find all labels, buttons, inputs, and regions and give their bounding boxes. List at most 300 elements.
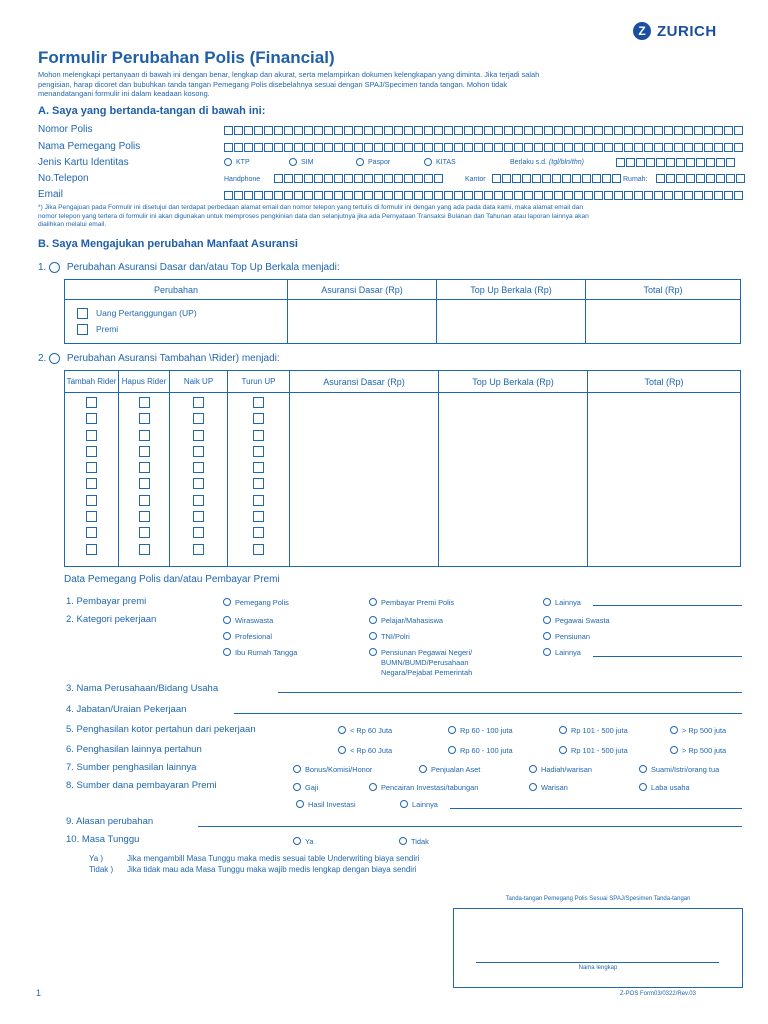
char-box[interactable] xyxy=(624,143,633,152)
q8-option[interactable]: Hasil Investasi xyxy=(296,800,356,809)
char-box[interactable] xyxy=(344,174,353,183)
q10-option[interactable]: Tidak xyxy=(399,837,429,846)
asuransi-dasar-cell[interactable] xyxy=(290,393,439,567)
char-box[interactable] xyxy=(414,174,423,183)
rider-checkbox[interactable] xyxy=(86,413,97,424)
char-box[interactable] xyxy=(474,143,483,152)
char-box[interactable] xyxy=(264,143,273,152)
char-box[interactable] xyxy=(364,126,373,135)
rider-checkbox[interactable] xyxy=(253,478,264,489)
char-box[interactable] xyxy=(334,126,343,135)
char-box[interactable] xyxy=(494,143,503,152)
char-box[interactable] xyxy=(604,191,613,200)
char-box[interactable] xyxy=(594,143,603,152)
char-box[interactable] xyxy=(284,143,293,152)
char-box[interactable] xyxy=(434,143,443,152)
q8-option[interactable]: Gaji xyxy=(293,783,318,792)
rider-checkbox[interactable] xyxy=(193,397,204,408)
rider-checkbox[interactable] xyxy=(139,397,150,408)
char-box[interactable] xyxy=(614,191,623,200)
char-box[interactable] xyxy=(534,126,543,135)
char-box[interactable] xyxy=(676,158,685,167)
char-box[interactable] xyxy=(664,191,673,200)
rider-checkbox[interactable] xyxy=(193,430,204,441)
char-box[interactable] xyxy=(574,191,583,200)
char-box[interactable] xyxy=(404,143,413,152)
char-box[interactable] xyxy=(594,191,603,200)
q2-option[interactable]: Profesional xyxy=(223,632,272,641)
char-box[interactable] xyxy=(492,174,501,183)
q8-option[interactable]: Laba usaha xyxy=(639,783,690,792)
q2-option[interactable]: Pegawai Swasta xyxy=(543,616,610,625)
char-box[interactable] xyxy=(544,143,553,152)
char-box[interactable] xyxy=(714,126,723,135)
char-box[interactable] xyxy=(414,143,423,152)
q6-option[interactable]: < Rp 60 Juta xyxy=(338,746,392,755)
char-box[interactable] xyxy=(554,143,563,152)
char-box[interactable] xyxy=(646,158,655,167)
rider-checkbox[interactable] xyxy=(253,397,264,408)
rider-checkbox[interactable] xyxy=(86,430,97,441)
char-box[interactable] xyxy=(294,191,303,200)
char-box[interactable] xyxy=(694,126,703,135)
char-box[interactable] xyxy=(294,174,303,183)
char-box[interactable] xyxy=(354,143,363,152)
char-box[interactable] xyxy=(374,174,383,183)
char-box[interactable] xyxy=(626,158,635,167)
q7-option[interactable]: Hadiah/warisan xyxy=(529,765,592,774)
char-box[interactable] xyxy=(542,174,551,183)
char-box[interactable] xyxy=(734,191,743,200)
char-box[interactable] xyxy=(564,191,573,200)
char-box[interactable] xyxy=(514,143,523,152)
rider-checkbox[interactable] xyxy=(193,495,204,506)
email-input[interactable] xyxy=(224,191,744,200)
char-box[interactable] xyxy=(612,174,621,183)
char-box[interactable] xyxy=(374,191,383,200)
q6-option[interactable]: Rp 60 - 100 juta xyxy=(448,746,513,755)
char-box[interactable] xyxy=(334,174,343,183)
rider-checkbox[interactable] xyxy=(139,527,150,538)
char-box[interactable] xyxy=(514,126,523,135)
char-box[interactable] xyxy=(324,174,333,183)
char-box[interactable] xyxy=(714,191,723,200)
char-box[interactable] xyxy=(304,174,313,183)
rider-checkbox[interactable] xyxy=(253,544,264,555)
asuransi-dasar-cell[interactable] xyxy=(288,300,437,344)
rider-checkbox[interactable] xyxy=(86,446,97,457)
char-box[interactable] xyxy=(344,191,353,200)
char-box[interactable] xyxy=(314,143,323,152)
char-box[interactable] xyxy=(544,126,553,135)
char-box[interactable] xyxy=(484,191,493,200)
char-box[interactable] xyxy=(484,126,493,135)
kartu-sim-option[interactable]: SIM xyxy=(289,158,313,166)
nomor-polis-input[interactable] xyxy=(224,126,744,135)
char-box[interactable] xyxy=(684,143,693,152)
q2-option[interactable]: Pensiunan xyxy=(543,632,590,641)
char-box[interactable] xyxy=(394,143,403,152)
char-box[interactable] xyxy=(694,143,703,152)
char-box[interactable] xyxy=(234,143,243,152)
char-box[interactable] xyxy=(534,143,543,152)
char-box[interactable] xyxy=(454,126,463,135)
char-box[interactable] xyxy=(264,126,273,135)
q9-input-line[interactable] xyxy=(198,826,742,827)
char-box[interactable] xyxy=(584,126,593,135)
char-box[interactable] xyxy=(684,191,693,200)
q10-option[interactable]: Ya xyxy=(293,837,314,846)
char-box[interactable] xyxy=(504,126,513,135)
char-box[interactable] xyxy=(634,126,643,135)
char-box[interactable] xyxy=(584,191,593,200)
char-box[interactable] xyxy=(582,174,591,183)
char-box[interactable] xyxy=(734,143,743,152)
char-box[interactable] xyxy=(656,174,665,183)
q7-option[interactable]: Penjualan Aset xyxy=(419,765,480,774)
q3-input-line[interactable] xyxy=(278,692,742,693)
q2-option[interactable]: Wiraswasta xyxy=(223,616,273,625)
char-box[interactable] xyxy=(664,126,673,135)
rider-checkbox[interactable] xyxy=(193,462,204,473)
char-box[interactable] xyxy=(502,174,511,183)
signature-box[interactable] xyxy=(453,908,743,988)
char-box[interactable] xyxy=(364,174,373,183)
char-box[interactable] xyxy=(354,126,363,135)
char-box[interactable] xyxy=(704,191,713,200)
rider-checkbox[interactable] xyxy=(139,430,150,441)
q2-option[interactable]: Ibu Rumah Tangga xyxy=(223,648,297,657)
char-box[interactable] xyxy=(686,158,695,167)
char-box[interactable] xyxy=(354,174,363,183)
char-box[interactable] xyxy=(284,191,293,200)
char-box[interactable] xyxy=(264,191,273,200)
q8-option[interactable]: Pencairan Investasi/tabungan xyxy=(369,783,478,792)
char-box[interactable] xyxy=(294,143,303,152)
q7-option[interactable]: Suami/Istri/orang tua xyxy=(639,765,719,774)
char-box[interactable] xyxy=(644,143,653,152)
premi-option[interactable]: Premi xyxy=(77,321,287,337)
char-box[interactable] xyxy=(554,191,563,200)
rider-checkbox[interactable] xyxy=(193,511,204,522)
char-box[interactable] xyxy=(234,126,243,135)
char-box[interactable] xyxy=(494,191,503,200)
char-box[interactable] xyxy=(444,143,453,152)
up-option[interactable]: Uang Pertanggungan (UP) xyxy=(77,305,287,321)
topup-cell[interactable] xyxy=(439,393,588,567)
char-box[interactable] xyxy=(696,174,705,183)
topup-cell[interactable] xyxy=(437,300,586,344)
char-box[interactable] xyxy=(704,143,713,152)
char-box[interactable] xyxy=(424,174,433,183)
q6-option[interactable]: > Rp 500 juta xyxy=(670,746,726,755)
char-box[interactable] xyxy=(234,191,243,200)
char-box[interactable] xyxy=(244,126,253,135)
rider-checkbox[interactable] xyxy=(253,413,264,424)
nama-pemegang-input[interactable] xyxy=(224,143,744,152)
char-box[interactable] xyxy=(726,158,735,167)
char-box[interactable] xyxy=(274,126,283,135)
kartu-paspor-option[interactable]: Paspor xyxy=(356,158,390,166)
lainnya-line[interactable] xyxy=(593,656,742,657)
char-box[interactable] xyxy=(444,191,453,200)
rider-checkbox[interactable] xyxy=(253,462,264,473)
char-box[interactable] xyxy=(686,174,695,183)
char-box[interactable] xyxy=(284,174,293,183)
rider-checkbox[interactable] xyxy=(139,544,150,555)
char-box[interactable] xyxy=(374,143,383,152)
rider-checkbox[interactable] xyxy=(86,478,97,489)
char-box[interactable] xyxy=(464,143,473,152)
q5-option[interactable]: > Rp 500 juta xyxy=(670,726,726,735)
char-box[interactable] xyxy=(454,143,463,152)
char-box[interactable] xyxy=(524,143,533,152)
char-box[interactable] xyxy=(254,126,263,135)
char-box[interactable] xyxy=(464,191,473,200)
q6-option[interactable]: Rp 101 - 500 juta xyxy=(559,746,628,755)
char-box[interactable] xyxy=(394,126,403,135)
char-box[interactable] xyxy=(522,174,531,183)
char-box[interactable] xyxy=(334,191,343,200)
char-box[interactable] xyxy=(534,191,543,200)
char-box[interactable] xyxy=(634,143,643,152)
char-box[interactable] xyxy=(674,191,683,200)
char-box[interactable] xyxy=(244,143,253,152)
char-box[interactable] xyxy=(324,191,333,200)
rider-checkbox[interactable] xyxy=(86,495,97,506)
lainnya-line[interactable] xyxy=(593,605,742,606)
char-box[interactable] xyxy=(314,191,323,200)
rider-checkbox[interactable] xyxy=(253,511,264,522)
char-box[interactable] xyxy=(604,126,613,135)
total-cell[interactable] xyxy=(586,300,741,344)
char-box[interactable] xyxy=(224,143,233,152)
lainnya-line[interactable] xyxy=(450,808,742,809)
char-box[interactable] xyxy=(424,191,433,200)
char-box[interactable] xyxy=(562,174,571,183)
handphone-input[interactable] xyxy=(274,174,444,183)
char-box[interactable] xyxy=(364,191,373,200)
char-box[interactable] xyxy=(464,126,473,135)
rider-checkbox[interactable] xyxy=(253,527,264,538)
char-box[interactable] xyxy=(474,126,483,135)
char-box[interactable] xyxy=(714,143,723,152)
char-box[interactable] xyxy=(254,191,263,200)
char-box[interactable] xyxy=(706,174,715,183)
char-box[interactable] xyxy=(304,191,313,200)
total-cell[interactable] xyxy=(588,393,741,567)
rider-checkbox[interactable] xyxy=(86,397,97,408)
char-box[interactable] xyxy=(724,143,733,152)
char-box[interactable] xyxy=(564,143,573,152)
q2-option[interactable]: Pensiunan Pegawai Negeri/ BUMN/BUMD/Perusahaan Negara/Pejabat Pemerintah xyxy=(369,648,519,678)
char-box[interactable] xyxy=(414,126,423,135)
rider-checkbox[interactable] xyxy=(193,544,204,555)
char-box[interactable] xyxy=(634,191,643,200)
char-box[interactable] xyxy=(644,126,653,135)
char-box[interactable] xyxy=(434,191,443,200)
char-box[interactable] xyxy=(294,126,303,135)
char-box[interactable] xyxy=(344,143,353,152)
char-box[interactable] xyxy=(414,191,423,200)
rider-checkbox[interactable] xyxy=(139,511,150,522)
char-box[interactable] xyxy=(552,174,561,183)
q2-option[interactable]: Lainnya xyxy=(543,648,581,657)
char-box[interactable] xyxy=(654,143,663,152)
q1-option[interactable]: Pemegang Polis xyxy=(223,598,289,607)
q5-option[interactable]: Rp 60 - 100 juta xyxy=(448,726,513,735)
rider-checkbox[interactable] xyxy=(86,462,97,473)
char-box[interactable] xyxy=(604,143,613,152)
char-box[interactable] xyxy=(304,126,313,135)
rider-checkbox[interactable] xyxy=(193,527,204,538)
q1-option[interactable]: Pembayar Premi Polis xyxy=(369,598,454,607)
char-box[interactable] xyxy=(674,126,683,135)
rider-checkbox[interactable] xyxy=(193,446,204,457)
rider-checkbox[interactable] xyxy=(253,446,264,457)
item2[interactable]: 2. Perubahan Asuransi Tambahan \Rider) menjadi: xyxy=(38,353,280,365)
berlaku-date-input[interactable] xyxy=(616,158,736,167)
char-box[interactable] xyxy=(624,126,633,135)
char-box[interactable] xyxy=(694,191,703,200)
char-box[interactable] xyxy=(666,158,675,167)
char-box[interactable] xyxy=(424,126,433,135)
rider-checkbox[interactable] xyxy=(139,478,150,489)
char-box[interactable] xyxy=(384,126,393,135)
rider-checkbox[interactable] xyxy=(139,446,150,457)
rider-checkbox[interactable] xyxy=(139,462,150,473)
char-box[interactable] xyxy=(274,191,283,200)
rider-checkbox[interactable] xyxy=(253,430,264,441)
char-box[interactable] xyxy=(284,126,293,135)
char-box[interactable] xyxy=(666,174,675,183)
q1-option[interactable]: Lainnya xyxy=(543,598,581,607)
char-box[interactable] xyxy=(454,191,463,200)
char-box[interactable] xyxy=(572,174,581,183)
char-box[interactable] xyxy=(656,158,665,167)
char-box[interactable] xyxy=(314,126,323,135)
char-box[interactable] xyxy=(524,191,533,200)
char-box[interactable] xyxy=(324,143,333,152)
char-box[interactable] xyxy=(724,126,733,135)
char-box[interactable] xyxy=(602,174,611,183)
char-box[interactable] xyxy=(504,191,513,200)
char-box[interactable] xyxy=(404,191,413,200)
kantor-input[interactable] xyxy=(492,174,622,183)
rider-checkbox[interactable] xyxy=(139,495,150,506)
char-box[interactable] xyxy=(374,126,383,135)
char-box[interactable] xyxy=(654,126,663,135)
char-box[interactable] xyxy=(404,174,413,183)
char-box[interactable] xyxy=(474,191,483,200)
char-box[interactable] xyxy=(584,143,593,152)
char-box[interactable] xyxy=(424,143,433,152)
char-box[interactable] xyxy=(394,174,403,183)
char-box[interactable] xyxy=(706,158,715,167)
char-box[interactable] xyxy=(394,191,403,200)
char-box[interactable] xyxy=(244,191,253,200)
char-box[interactable] xyxy=(364,143,373,152)
char-box[interactable] xyxy=(254,143,263,152)
char-box[interactable] xyxy=(704,126,713,135)
rider-checkbox[interactable] xyxy=(86,511,97,522)
char-box[interactable] xyxy=(684,126,693,135)
char-box[interactable] xyxy=(696,158,705,167)
rider-checkbox[interactable] xyxy=(193,478,204,489)
char-box[interactable] xyxy=(484,143,493,152)
char-box[interactable] xyxy=(554,126,563,135)
char-box[interactable] xyxy=(512,174,521,183)
char-box[interactable] xyxy=(434,174,443,183)
q4-input-line[interactable] xyxy=(234,713,742,714)
char-box[interactable] xyxy=(726,174,735,183)
q5-option[interactable]: < Rp 60 Juta xyxy=(338,726,392,735)
char-box[interactable] xyxy=(404,126,413,135)
char-box[interactable] xyxy=(716,158,725,167)
char-box[interactable] xyxy=(384,174,393,183)
rider-checkbox[interactable] xyxy=(86,544,97,555)
char-box[interactable] xyxy=(564,126,573,135)
char-box[interactable] xyxy=(644,191,653,200)
char-box[interactable] xyxy=(504,143,513,152)
char-box[interactable] xyxy=(654,191,663,200)
rider-checkbox[interactable] xyxy=(193,413,204,424)
char-box[interactable] xyxy=(734,126,743,135)
char-box[interactable] xyxy=(494,126,503,135)
char-box[interactable] xyxy=(574,126,583,135)
char-box[interactable] xyxy=(624,191,633,200)
char-box[interactable] xyxy=(384,191,393,200)
char-box[interactable] xyxy=(274,143,283,152)
char-box[interactable] xyxy=(592,174,601,183)
q8-option[interactable]: Warisan xyxy=(529,783,568,792)
char-box[interactable] xyxy=(614,126,623,135)
rider-checkbox[interactable] xyxy=(253,495,264,506)
char-box[interactable] xyxy=(224,191,233,200)
q2-option[interactable]: Pelajar/Mahasiswa xyxy=(369,616,443,625)
char-box[interactable] xyxy=(354,191,363,200)
char-box[interactable] xyxy=(736,174,745,183)
char-box[interactable] xyxy=(334,143,343,152)
char-box[interactable] xyxy=(384,143,393,152)
char-box[interactable] xyxy=(676,174,685,183)
char-box[interactable] xyxy=(314,174,323,183)
char-box[interactable] xyxy=(344,126,353,135)
char-box[interactable] xyxy=(514,191,523,200)
kartu-ktp-option[interactable]: KTP xyxy=(224,158,250,166)
q7-option[interactable]: Bonus/Komisi/Honor xyxy=(293,765,372,774)
rider-checkbox[interactable] xyxy=(139,413,150,424)
q8-option[interactable]: Lainnya xyxy=(400,800,438,809)
char-box[interactable] xyxy=(674,143,683,152)
char-box[interactable] xyxy=(532,174,541,183)
char-box[interactable] xyxy=(594,126,603,135)
char-box[interactable] xyxy=(664,143,673,152)
char-box[interactable] xyxy=(636,158,645,167)
q5-option[interactable]: Rp 101 - 500 juta xyxy=(559,726,628,735)
char-box[interactable] xyxy=(716,174,725,183)
char-box[interactable] xyxy=(574,143,583,152)
char-box[interactable] xyxy=(224,126,233,135)
q2-option[interactable]: TNI/Polri xyxy=(369,632,410,641)
char-box[interactable] xyxy=(524,126,533,135)
char-box[interactable] xyxy=(444,126,453,135)
char-box[interactable] xyxy=(274,174,283,183)
char-box[interactable] xyxy=(304,143,313,152)
char-box[interactable] xyxy=(434,126,443,135)
char-box[interactable] xyxy=(324,126,333,135)
rider-checkbox[interactable] xyxy=(86,527,97,538)
